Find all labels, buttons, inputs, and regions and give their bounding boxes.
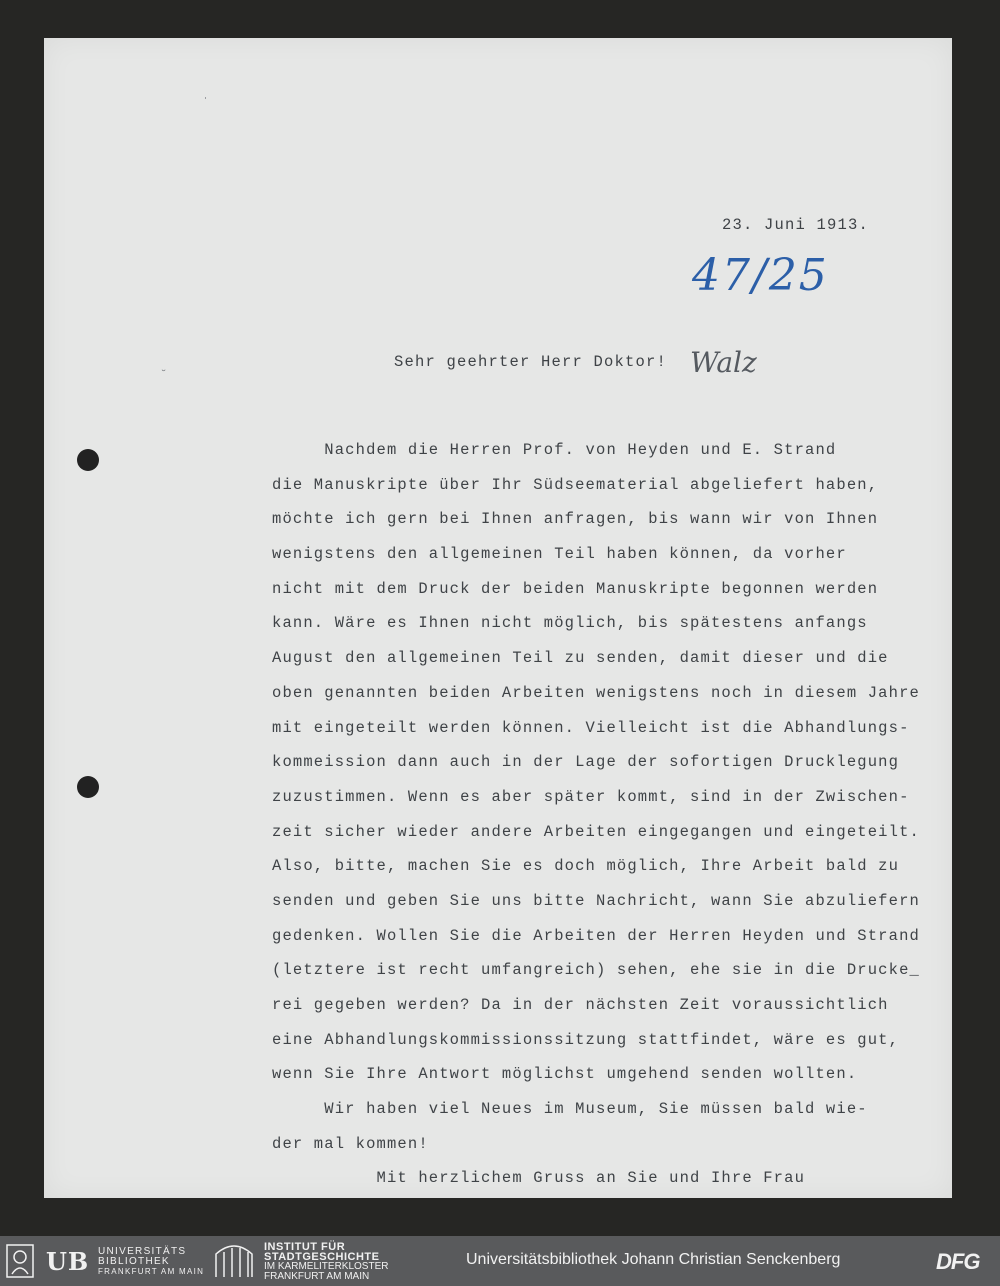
ub-seal-icon (6, 1244, 34, 1278)
body-line: möchte ich gern bei Ihnen anfragen, bis wann wir von Ihnen (272, 510, 879, 529)
dfg-logo: DFG (936, 1249, 980, 1274)
body-line: rei gegeben werden? Da in der nächsten Zeit voraussichtlich (272, 996, 889, 1014)
pencil-annotation: Walz (690, 346, 757, 379)
ub-logo: UB (46, 1247, 90, 1276)
body-line: kann. Wäre es Ihnen nicht möglich, bis spätestens anfangs (272, 614, 868, 633)
ub-name-line: UNIVERSITÄTS (98, 1246, 187, 1257)
body-line: Also, bitte, machen Sie es doch möglich, Ihre Arbeit bald zu (272, 857, 900, 876)
ub-name (98, 1247, 204, 1277)
body-line: senden und geben Sie uns bitte Nachricht, wann Sie abzuliefern (272, 891, 920, 910)
institute-line: IM KARMELITERKLOSTER (264, 1261, 389, 1272)
letter-date: 23. Juni 1913. (722, 216, 870, 234)
paper-speck: ˈ (202, 96, 210, 110)
body-line: gedenken. Wollen Sie die Arbeiten der Herren Heyden und Strand (272, 926, 920, 945)
ub-name-line: BIBLIOTHEK (98, 1256, 170, 1267)
body-line: der mal kommen! (272, 1134, 429, 1153)
body-line: August den allgemeinen Teil zu senden, damit dieser und die (272, 649, 889, 668)
institute-building-icon (212, 1244, 256, 1278)
body-line: die Manuskripte über Ihr Südseematerial abgeliefert haben, (272, 475, 879, 494)
salutation: Sehr geehrter Herr Doktor! (394, 353, 668, 371)
institute-line: INSTITUT FÜR (264, 1241, 346, 1253)
institute-line: STADTGESCHICHTE (264, 1250, 380, 1263)
body-line: zuzustimmen. Wenn es aber später kommt, sind in der Zwischen- (272, 787, 910, 806)
body-line: Wir haben viel Neues im Museum, Sie müssen bald wie- (272, 1100, 868, 1119)
body-line: eine Abhandlungskommissionssitzung stattfindet, wäre es gut, (272, 1030, 900, 1049)
institute-line: FRANKFURT AM MAIN (264, 1270, 370, 1282)
library-name: Universitätsbibliothek Johann Christian Senckenberg (466, 1251, 841, 1268)
footer-bar (0, 1236, 1000, 1286)
institute-name (264, 1243, 388, 1281)
body-line: Nachdem die Herren Prof. von Heyden und E. Strand (272, 441, 837, 459)
archive-number: 47/25 (692, 250, 829, 301)
body-line: nicht mit dem Druck der beiden Manuskripte begonnen werden (272, 579, 879, 598)
body-line: wenigstens den allgemeinen Teil haben können, da vorher (272, 545, 847, 564)
body-line: Mit herzlichem Gruss an Sie und Ihre Frau (272, 1169, 806, 1188)
punch-hole-top (77, 449, 99, 471)
body-line: kommeission dann auch in der Lage der sofortigen Drucklegung (272, 753, 900, 772)
punch-hole-bottom (77, 776, 99, 798)
body-line: mit eingeteilt werden können. Vielleicht ist die Abhandlungs- (272, 718, 910, 737)
body-line: oben genannten beiden Arbeiten wenigstens noch in diesem Jahre (272, 683, 920, 702)
letter-body (272, 438, 920, 1201)
body-line: zeit sicher wieder andere Arbeiten eingegangen und eingeteilt. (272, 822, 920, 841)
body-line: (letztere ist recht umfangreich) sehen, ehe sie in die Drucke_ (272, 961, 920, 980)
paper-speck: ˘ (160, 368, 168, 382)
ub-name-line: FRANKFURT AM MAIN (98, 1267, 205, 1276)
body-line: wenn Sie Ihre Antwort möglichst umgehend senden wollten. (272, 1065, 858, 1084)
